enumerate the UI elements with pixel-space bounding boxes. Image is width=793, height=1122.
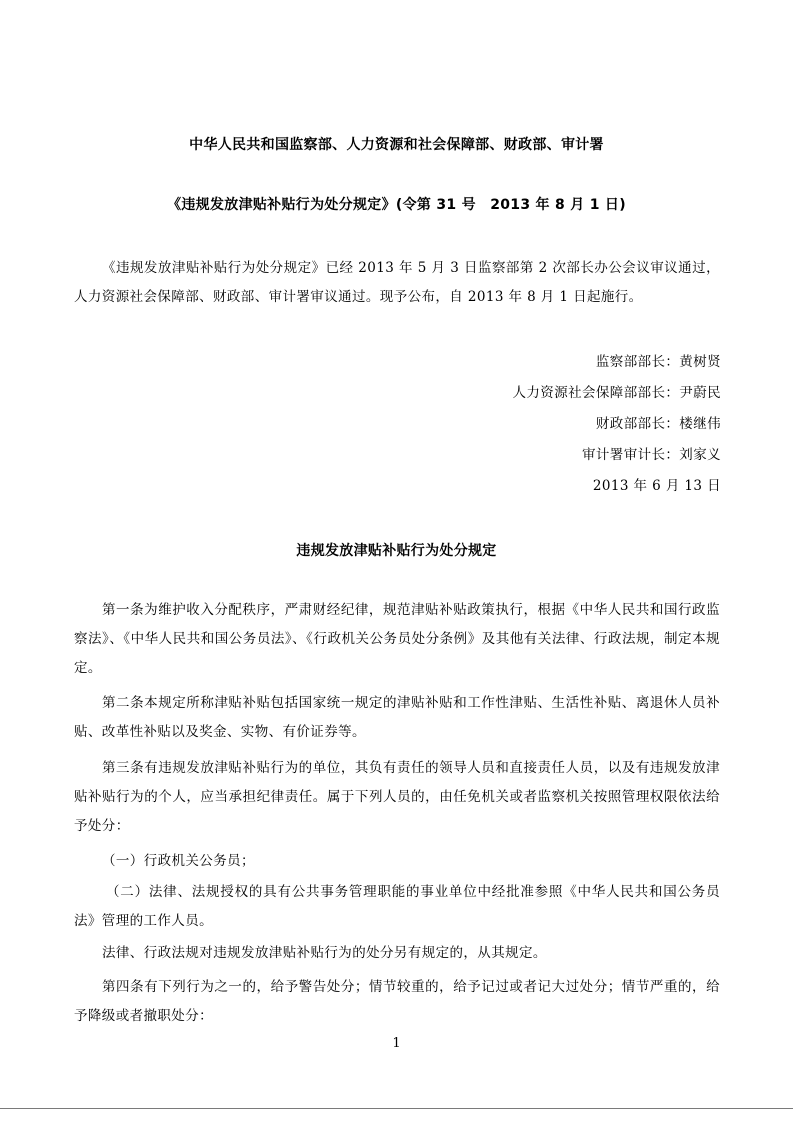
document-title-line1: 中华人民共和国监察部、人力资源和社会保障部、财政部、审计署	[189, 137, 604, 153]
signature-supervision-minister: 监察部部长：黄树贤	[595, 354, 721, 370]
signature-finance-minister: 财政部部长：楼继伟	[595, 416, 721, 432]
article-3-item-1: （一）行政机关公务员；	[102, 853, 255, 869]
article-3-item-2: （二）法律、法规授权的具有公共事务管理职能的事业单位中经批准参照《中华人民共和国公务员法》管理的工作人员。	[74, 884, 720, 929]
page-number: 1	[392, 1036, 401, 1051]
article-3: 第三条有违规发放津贴补贴行为的单位，其负有责任的领导人员和直接责任人员，以及有违规发放津贴补贴行为的个人，应当承担纪律责任。属于下列人员的，由任免机关或者监察机关按照管理权限依法给予处分：	[74, 760, 720, 834]
page-bottom-divider	[0, 1108, 793, 1109]
regulation-title: 违规发放津贴补贴行为处分规定	[296, 543, 497, 559]
article-3-tail: 法律、行政法规对违规发放津贴补贴行为的处分另有规定的，从其规定。	[102, 945, 547, 961]
signature-date: 2013 年 6 月 13 日	[592, 478, 721, 494]
signature-hr-minister: 人力资源社会保障部部长：尹蔚民	[512, 385, 721, 401]
signature-auditor-general: 审计署审计长：刘家义	[582, 447, 721, 463]
article-1: 第一条为维护收入分配秩序，严肃财经纪律，规范津贴补贴政策执行，根据《中华人民共和国行政监察法》、《中华人民共和国公务员法》、《行政机关公务员处分条例》及其他有关法律、行政法规，制定本规定。	[74, 602, 720, 676]
article-4: 第四条有下列行为之一的，给予警告处分；情节较重的，给予记过或者记大过处分；情节严重的，给予降级或者撤职处分：	[74, 979, 720, 1024]
intro-paragraph: 《违规发放津贴补贴行为处分规定》已经 2013 年 5 月 3 日监察部第 2 次部长办公会议审议通过，人力资源社会保障部、财政部、审计署审议通过。现予公布，自 2013 年 8 月 1 日起施行。	[74, 260, 720, 305]
document-title-line2: 《违规发放津贴补贴行为处分规定》(令第 31 号 2013 年 8 月 1 日)	[167, 197, 626, 213]
article-2: 第二条本规定所称津贴补贴包括国家统一规定的津贴补贴和工作性津贴、生活性补贴、离退休人员补贴、改革性补贴以及奖金、实物、有价证券等。	[74, 695, 720, 740]
